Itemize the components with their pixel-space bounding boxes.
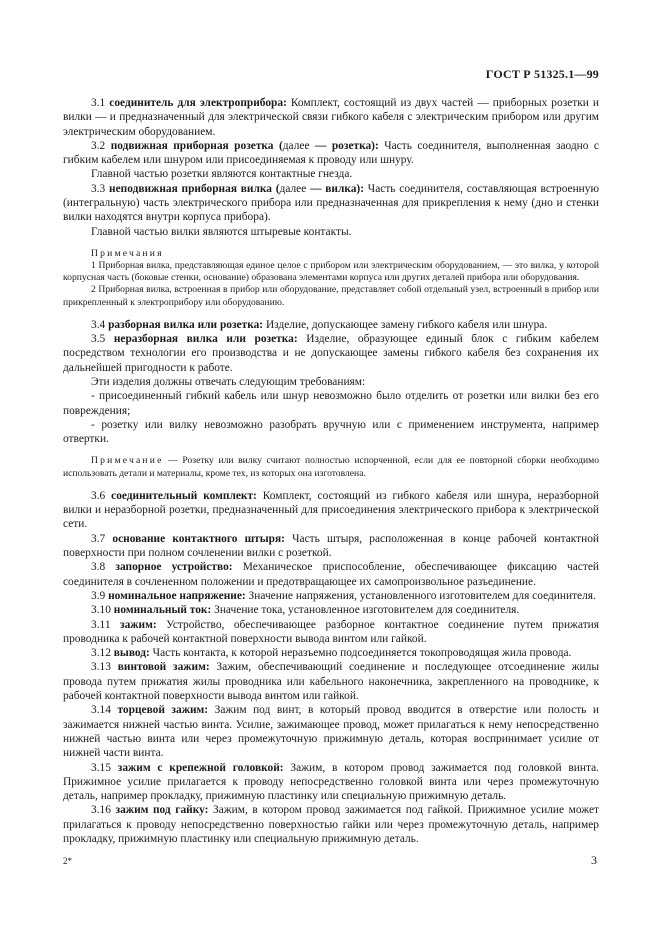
term: зажим с крепежной головкой: bbox=[117, 761, 284, 774]
term: винтовой зажим: bbox=[117, 661, 210, 674]
requirement-item: - присоединенный гибкий кабель или шнур невозможно было отделить от розетки или вилки без его повреждения; bbox=[63, 390, 599, 417]
term: запорное устройство: bbox=[115, 561, 233, 574]
definition-3-1: 3.1 соединитель для электроприбора: Комплект, состоящий из двух частей — приборных розетки и вилки — и предназначенный для электрической связи гибкого кабеля с электрическим прибором или другим электрическим оборудованием. bbox=[63, 97, 599, 138]
term: вывод: bbox=[113, 647, 150, 660]
sheet-mark: 2* bbox=[63, 856, 72, 866]
term: неподвижная приборная вилка ( bbox=[109, 182, 280, 195]
page-number: 3 bbox=[591, 853, 597, 867]
definition-3-13: 3.13 винтовой зажим: Зажим, обеспечивающий соединение и последующее отсоединение жилы провода путем прижатия жилы проводника или кабельного наконечника, закрепленного на проводнике, к рабочей контактной поверхности вывода винтом или гайкой. bbox=[63, 661, 599, 703]
definition-3-12: 3.12 вывод: Часть контакта, к которой неразъемно подсоединяется токопроводящая жила провода. bbox=[91, 647, 572, 660]
requirement-item: - розетку или вилку невозможно разобрать вручную или с применением инструмента, например отвертки. bbox=[63, 418, 599, 446]
term: основание контактного штыря: bbox=[112, 532, 285, 545]
definition-3-10: 3.10 номинальный ток: Значение тока, установленное изготовителем для соединителя. bbox=[91, 604, 520, 617]
term: зажим под гайку: bbox=[115, 804, 209, 817]
term: соединительный комплект: bbox=[111, 489, 257, 502]
definition-3-3: 3.3 неподвижная приборная вилка (далее — вилка): Часть соединителя, составляющая встроенную (интегральную) часть электрического прибора или предназначенная для прикрепления к нему (дно и стенки вилки находятся внутри корпуса прибора). bbox=[63, 182, 599, 224]
note-single: Примечание — Розетку или вилку считают полностью испорченной, если для ее повторной сборки необходимо использовать детали и материалы, кроме тех, из которых она изготовлена. bbox=[63, 455, 599, 479]
term: соединитель для электроприбора: bbox=[109, 97, 287, 109]
definition-3-2-note: Главной частью розетки являются контактные гнезда. bbox=[91, 168, 353, 181]
definition-3-4: 3.4 разборная вилка или розетка: Изделие, допускающее замену гибкого кабеля или шнура. bbox=[91, 318, 548, 331]
definition-3-2: 3.2 подвижная приборная розетка (далее — розетка): Часть соединителя, выполненная заодно с гибким кабелем или шнуром или присоединяемая к проводу или шнуру. bbox=[63, 139, 599, 167]
definition-3-3-note: Главной частью вилки являются штыревые контакты. bbox=[91, 225, 352, 238]
term: номинальное напряжение: bbox=[108, 589, 246, 602]
definition-3-7: 3.7 основание контактного штыря: Часть штыря, расположенная в конце рабочей контактной поверхности при полном сочленении вилки с розеткой. bbox=[63, 532, 599, 560]
term: подвижная приборная розетка ( bbox=[110, 139, 283, 152]
definition-3-16: 3.16 зажим под гайку: Зажим, в котором провод зажимается под гайкой. Прижимное усилие может прилагаться к проводу непосредственно поверхностью гайки или через промежуточную деталь, например прокладку, прижимную пластинку или специальную прижимную деталь. bbox=[63, 804, 600, 845]
note-label: Примечание bbox=[91, 455, 164, 467]
term: неразборная вилка или розетка: bbox=[113, 333, 298, 346]
definition-3-15: 3.15 зажим с крепежной головкой: Зажим, в котором провод зажимается под головкой винта. Прижимное усилие прилагается к проводу непосредственно головкой винта или через промежуточную деталь, например прокладку, прижимную пластинку или специальную прижимную деталь. bbox=[63, 761, 599, 803]
document-body bbox=[63, 96, 599, 846]
definition-3-8: 3.8 запорное устройство: Механическое приспособление, обеспечивающее фиксацию частей соединителя в сочлененном положении и предотвращающее их самопроизвольное разъединение. bbox=[63, 561, 599, 588]
definition-3-6: 3.6 соединительный комплект: Комплект, состоящий из гибкого кабеля или шнура, неразборной вилки и неразборной розетки, предназначенный для присоединения электрического прибора к электрической сети. bbox=[63, 489, 599, 531]
requirements-intro: Эти изделия должны отвечать следующим требованиям: bbox=[91, 375, 366, 388]
definition-3-9: 3.9 номинальное напряжение: Значение напряжения, установленного изготовителем для соединителя. bbox=[91, 589, 596, 602]
definition-3-5: 3.5 неразборная вилка или розетка: Изделие, образующее единый блок с гибким кабелем посредством технологии его производства и не допускающее замены гибкого кабеля без сохранения их дальнейшей пригодности к работе. bbox=[63, 333, 599, 374]
definition-3-11: 3.11 зажим: Устройство, обеспечивающее разборное контактное соединение путем прижатия проводника к рабочей контактной поверхности вывода винтом или гайкой. bbox=[63, 618, 600, 645]
term: торцевой зажим: bbox=[117, 704, 209, 717]
definition-3-14: 3.14 торцевой зажим: Зажим под винт, в который провод вводится в отверстие или полость и зажимается нижней частью винта. Усилие, зажимающее провод, может прилагаться к нему непосредственно нижней частью винта или через промежуточную прижимную деталь, которая воспринимает усилие от нижней части винта. bbox=[63, 704, 600, 760]
note-item: 2 Приборная вилка, встроенная в прибор или оборудование, представляет собой отдельный узел, встроенный в прибор или прикрепленный к электроприбору или оборудованию. bbox=[63, 284, 599, 308]
term: номинальный ток: bbox=[113, 604, 212, 617]
notes-heading: Примечания bbox=[91, 247, 164, 259]
note-item: 1 Приборная вилка, представляющая единое целое с прибором или электрическим оборудованием, — это вилка, у которой корпусная часть (боковые стенки, основание) образована элементами корпуса или других деталей прибора или оборудования. bbox=[63, 259, 599, 284]
term: зажим: bbox=[120, 618, 157, 631]
document-code: ГОСТ Р 51325.1—99 bbox=[485, 67, 599, 81]
term: разборная вилка или розетка: bbox=[108, 318, 264, 331]
